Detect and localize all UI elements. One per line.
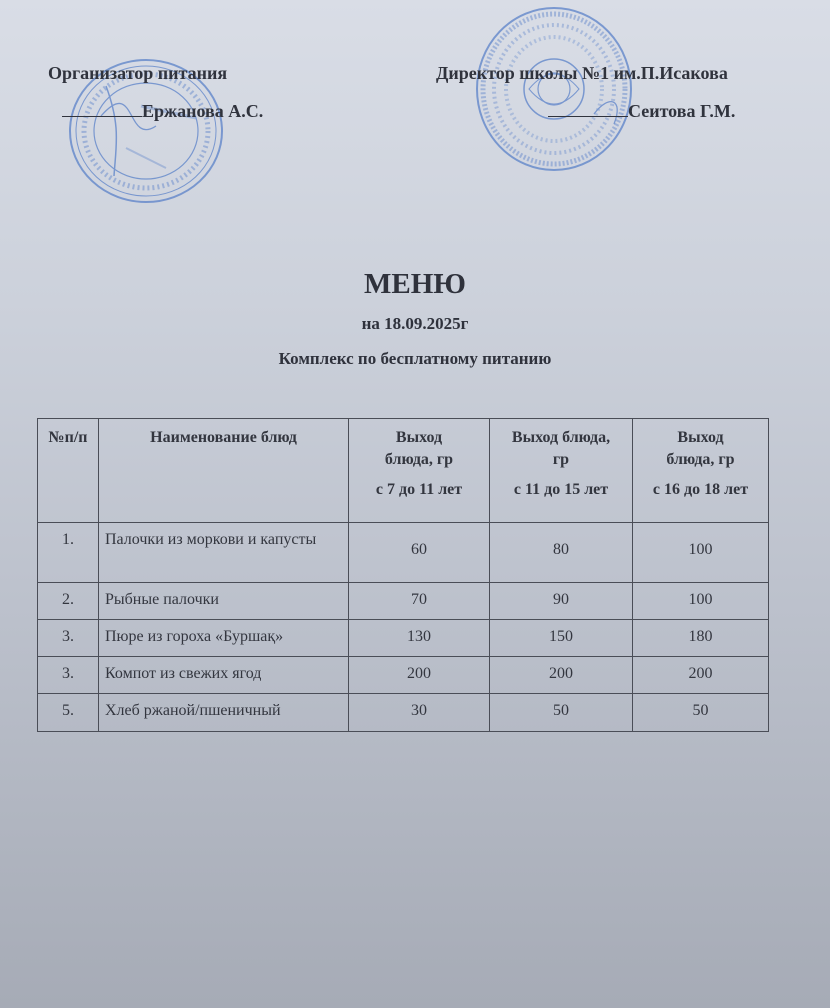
dish-name: Компот из свежих ягод [99, 657, 349, 694]
organizer-signature-block [62, 101, 263, 122]
menu-subtitle: Комплекс по бесплатному питанию [278, 349, 552, 368]
header-line: гр [552, 451, 570, 468]
header-number: №п/п [38, 419, 99, 523]
menu-date: на 18.09.2025г [361, 314, 469, 333]
portion-16-18: 50 [633, 694, 769, 732]
dish-name: Рыбные палочки [99, 583, 349, 620]
header-line: Выход [677, 429, 724, 446]
menu-table [37, 418, 769, 732]
header-age: с 7 до 11 лет [375, 481, 463, 498]
table-row [38, 523, 769, 583]
header-line: Выход [395, 429, 443, 446]
header-age-16-18 [633, 419, 769, 523]
portion-11-15: 50 [490, 694, 633, 732]
portion-7-11: 200 [349, 657, 490, 694]
portion-16-18: 180 [633, 620, 769, 657]
page-title: МЕНЮ [364, 268, 466, 300]
portion-11-15: 80 [490, 523, 633, 583]
director-name: Сеитова Г.М. [628, 101, 736, 121]
header-age: с 16 до 18 лет [652, 481, 749, 498]
table-row [38, 620, 769, 657]
portion-16-18: 100 [633, 523, 769, 583]
portion-7-11: 60 [349, 523, 490, 583]
row-number: 1. [38, 523, 99, 583]
dish-name: Палочки из моркови и капусты [99, 523, 349, 583]
header-line: блюда, гр [666, 451, 735, 468]
portion-7-11: 130 [349, 620, 490, 657]
row-number: 2. [38, 583, 99, 620]
signature-line [62, 116, 142, 117]
header-age: с 11 до 15 лет [513, 481, 609, 498]
director-role: Директор школы №1 им.П.Исакова [436, 63, 728, 83]
table-row [38, 583, 769, 620]
header-dish-name: Наименование блюд [99, 419, 349, 523]
table-row [38, 657, 769, 694]
signature-line [548, 116, 628, 117]
header-age-11-15 [490, 419, 633, 523]
table-header-row [38, 419, 769, 523]
dish-name: Пюре из гороха «Буршақ» [99, 620, 349, 657]
organizer-role: Организатор питания [48, 63, 228, 83]
organizer-name: Ержанова А.С. [142, 101, 264, 121]
portion-11-15: 200 [490, 657, 633, 694]
portion-7-11: 30 [349, 694, 490, 732]
stamp-right [474, 4, 634, 174]
portion-16-18: 100 [633, 583, 769, 620]
row-number: 3. [38, 620, 99, 657]
portion-11-15: 90 [490, 583, 633, 620]
portion-16-18: 200 [633, 657, 769, 694]
row-number: 3. [38, 657, 99, 694]
director-signature-block [548, 101, 735, 122]
header-line: блюда, гр [384, 451, 454, 468]
header-age-7-11 [349, 419, 490, 523]
portion-11-15: 150 [490, 620, 633, 657]
dish-name: Хлеб ржаной/пшеничный [99, 694, 349, 732]
row-number: 5. [38, 694, 99, 732]
header-line: Выход блюда, [511, 429, 611, 446]
portion-7-11: 70 [349, 583, 490, 620]
table-row [38, 694, 769, 732]
